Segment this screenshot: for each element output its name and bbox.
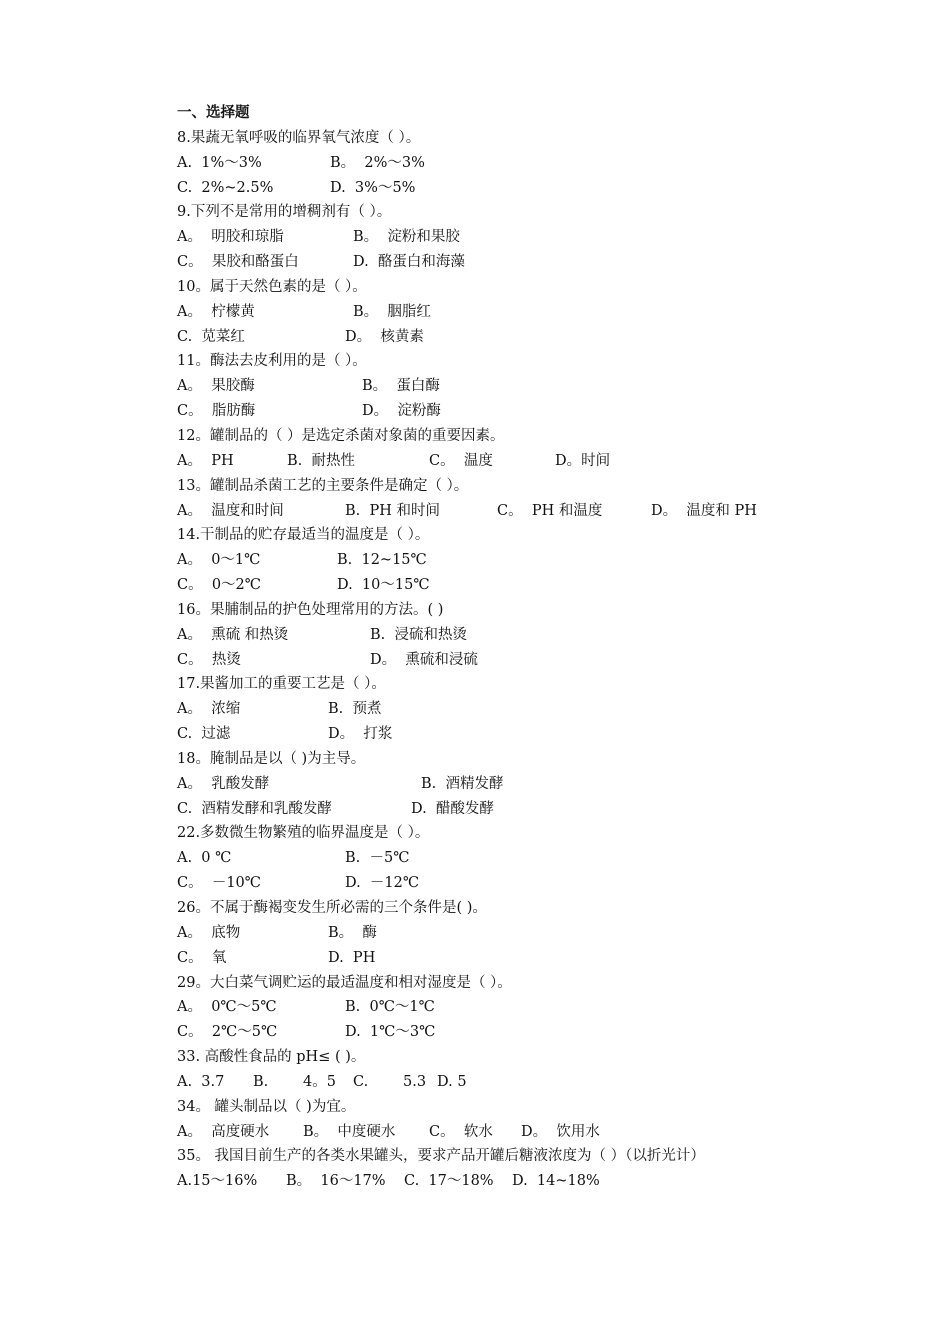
answer-option: D. 3%～5% [330, 179, 416, 196]
question-text: 13。罐制品杀菌工艺的主要条件是确定（ ）。 [177, 477, 469, 494]
option-row [177, 946, 877, 971]
answer-option: D。时间 [555, 452, 611, 469]
option-row [177, 772, 877, 797]
question-text: 10。属于天然色素的是（ ）。 [177, 278, 367, 295]
question-text: 11。酶法去皮利用的是（ ）。 [177, 353, 367, 370]
answer-option: B。 淀粉和果胶 [353, 229, 460, 246]
exam-page [177, 101, 877, 1194]
answer-option: A。 柠檬黄 [177, 303, 255, 320]
answer-option: C。 0～2℃ [177, 577, 261, 594]
answer-option: B。 胭脂红 [353, 303, 431, 320]
answer-option: C. 过滤 [177, 726, 231, 743]
option-row [177, 250, 877, 275]
question-list [177, 126, 877, 1194]
option-row [177, 871, 877, 896]
answer-option: A。 明胶和琼脂 [177, 229, 284, 246]
answer-option: D。 熏硫和浸硫 [370, 651, 478, 668]
answer-option: B。 2%～3% [330, 154, 425, 171]
answer-option: A。 高度硬水 [177, 1123, 270, 1140]
question-text: 8.果蔬无氧呼吸的临界氧气浓度（ ）。 [177, 129, 421, 146]
option-row [177, 1169, 877, 1194]
answer-option: D. 1℃～3℃ [345, 1024, 436, 1041]
option-row [177, 1070, 877, 1095]
answer-option: D. 醋酸发酵 [411, 800, 494, 817]
option-row [177, 921, 877, 946]
answer-option: B. －5℃ [345, 850, 410, 867]
answer-option: A。 温度和时间 [177, 502, 284, 519]
answer-option: B. 12~15℃ [337, 552, 427, 569]
answer-option: A。 底物 [177, 924, 241, 941]
answer-option: A. 0 ℃ [177, 850, 232, 867]
answer-option: B. 浸硫和热烫 [370, 626, 467, 643]
answer-option: C。 果胶和酪蛋白 [177, 254, 299, 271]
option-row [177, 697, 877, 722]
answer-option: C. 2%~2.5% [177, 179, 274, 196]
answer-option: D。 打浆 [328, 726, 393, 743]
answer-option: B. 预煮 [328, 701, 382, 718]
answer-option: 4。5 [303, 1073, 336, 1090]
answer-option: A. 3.7 [177, 1073, 225, 1090]
answer-option: A. 1%～3% [177, 154, 262, 171]
option-row [177, 151, 877, 176]
question-text: 17.果酱加工的重要工艺是（ ）。 [177, 676, 386, 693]
question-text: 16。果脯制品的护色处理常用的方法。( ) [177, 601, 444, 618]
option-row [177, 499, 877, 524]
option-row [177, 722, 877, 747]
option-row [177, 225, 877, 250]
question-text: 18。腌制品是以（ )为主导。 [177, 750, 366, 767]
answer-option: C. [353, 1073, 369, 1090]
answer-option: A。 0～1℃ [177, 552, 261, 569]
answer-option: A。 熏硫 和热烫 [177, 626, 289, 643]
question-text: 9.下列不是常用的增稠剂有（ ）。 [177, 204, 392, 221]
answer-option: C. 苋菜红 [177, 328, 245, 345]
option-row [177, 399, 877, 424]
answer-option: D. 14~18% [512, 1173, 600, 1190]
answer-option: C。 软水 [429, 1123, 493, 1140]
answer-option: D. 10～15℃ [337, 577, 430, 594]
answer-option: D。 核黄素 [345, 328, 424, 345]
option-row [177, 300, 877, 325]
question-text: 34。 罐头制品以（ )为宜。 [177, 1098, 356, 1115]
answer-option: B. [253, 1073, 269, 1090]
answer-option: B. 0℃～1℃ [345, 999, 435, 1016]
answer-option: A。 果胶酶 [177, 378, 255, 395]
answer-option: C。 2℃～5℃ [177, 1024, 278, 1041]
answer-option: C。 脂肪酶 [177, 403, 256, 420]
answer-option: A.15～16% [177, 1173, 258, 1190]
question-text: 33. 高酸性食品的 pH≤ ( )。 [177, 1049, 366, 1066]
answer-option: B。 酶 [328, 924, 377, 941]
option-row [177, 573, 877, 598]
answer-option: 5.3 [403, 1073, 427, 1090]
option-row [177, 1020, 877, 1045]
option-row [177, 176, 877, 201]
question-text: 29。大白菜气调贮运的最适温度和相对湿度是（ ）。 [177, 974, 512, 991]
answer-option: A。 0℃～5℃ [177, 999, 277, 1016]
question-text: 22.多数微生物繁殖的临界温度是（ ）。 [177, 825, 430, 842]
question-text: 14.干制品的贮存最适当的温度是（ ）。 [177, 527, 430, 544]
question-text: 12。罐制品的（ ）是选定杀菌对象菌的重要因素。 [177, 427, 505, 444]
option-row [177, 648, 877, 673]
option-row [177, 995, 877, 1020]
answer-option: C. 酒精发酵和乳酸发酵 [177, 800, 332, 817]
option-row [177, 548, 877, 573]
answer-option: B。 中度硬水 [303, 1123, 396, 1140]
option-row [177, 846, 877, 871]
question-text: 35。 我国目前生产的各类水果罐头，要求产品开罐后糖液浓度为（ ）（以折光计） [177, 1148, 705, 1165]
answer-option: D。 饮用水 [521, 1123, 600, 1140]
answer-option: A。 乳酸发酵 [177, 775, 270, 792]
answer-option: B. 耐热性 [287, 452, 355, 469]
answer-option: D。 温度和 PH [651, 502, 757, 519]
answer-option: C。 热烫 [177, 651, 241, 668]
answer-option: A。 浓缩 [177, 701, 241, 718]
answer-option: A。 PH [177, 452, 234, 469]
option-row [177, 797, 877, 822]
answer-option: D. 酪蛋白和海藻 [353, 254, 465, 271]
option-row [177, 374, 877, 399]
answer-option: C。 PH 和温度 [497, 502, 603, 519]
answer-option: B. PH 和时间 [345, 502, 440, 519]
answer-option: C。 温度 [429, 452, 493, 469]
answer-option: D. 5 [437, 1073, 467, 1090]
question-text: 26。不属于酶褐变发生所必需的三个条件是( )。 [177, 900, 487, 916]
option-row [177, 1120, 877, 1145]
answer-option: B。 16～17% [286, 1173, 386, 1190]
answer-option: B. 酒精发酵 [421, 775, 504, 792]
answer-option: B。 蛋白酶 [362, 378, 440, 395]
section-title: 一、选择题 [177, 104, 250, 121]
option-row [177, 449, 877, 474]
option-row [177, 623, 877, 648]
answer-option: D. PH [328, 949, 376, 966]
option-row [177, 325, 877, 350]
answer-option: D. －12℃ [345, 875, 420, 892]
answer-option: C。 氧 [177, 949, 227, 966]
answer-option: C。 －10℃ [177, 875, 261, 892]
answer-option: C. 17～18% [404, 1173, 494, 1190]
answer-option: D。 淀粉酶 [362, 403, 441, 420]
